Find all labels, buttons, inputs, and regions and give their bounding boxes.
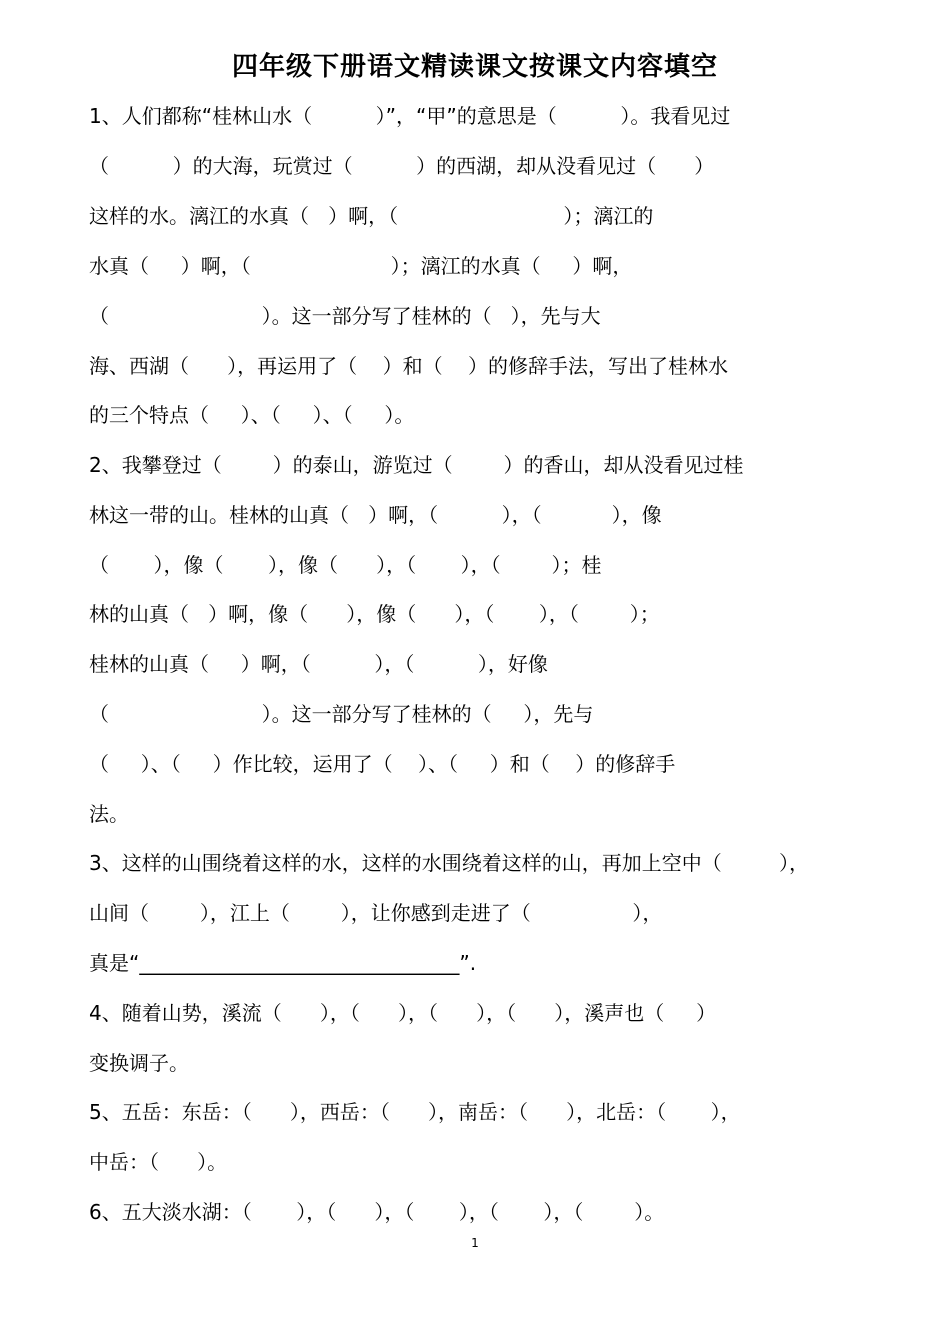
text-line: 真是“________________________________”. — [89, 951, 477, 975]
text-line: （ ）的大海，玩赏过（ ）的西湖，却从没看见过（ ） — [89, 154, 715, 178]
text-line: 法。 — [89, 802, 129, 826]
text-line: （ ）。这一部分写了桂林的（ ），先与大 — [89, 304, 601, 328]
text-line: 林的山真（ ）啊，像（ ），像（ ），（ ），（ ）； — [89, 602, 660, 626]
text-line: 1、人们都称“桂林山水（ ）”，“甲”的意思是（ ）。我看见过 — [89, 104, 731, 128]
text-line: 3、这样的山围绕着这样的水，这样的水围绕着这样的山，再加上空中（ ）， — [89, 851, 809, 875]
text-line: 这样的水。漓江的水真（ ）啊，（ ）；漓江的 — [89, 204, 654, 228]
text-line: 桂林的山真（ ）啊，（ ），（ ），好像 — [89, 652, 548, 676]
text-line: （ ）、（ ）作比较，运用了（ ）、（ ）和（ ）的修辞手 — [89, 752, 676, 776]
page-title: 四年级下册语文精读课文按课文内容填空 — [231, 52, 718, 82]
text-line: 2、我攀登过（ ）的泰山，游览过（ ）的香山，却从没看见过桂 — [89, 453, 744, 477]
page-number: 1 — [471, 1236, 479, 1250]
text-line: （ ）。这一部分写了桂林的（ ），先与 — [89, 702, 594, 726]
text-line: 中岳：（ ）。 — [89, 1150, 228, 1174]
text-line: 的三个特点（ ）、（ ）、（ ）。 — [89, 403, 415, 427]
text-line: 4、随着山势，溪流（ ），（ ），（ ），（ ），溪声也（ ） — [89, 1001, 717, 1025]
text-line: 海、西湖（ ），再运用了（ ）和（ ）的修辞手法，写出了桂林水 — [89, 354, 729, 378]
text-line: 6、五大淡水湖：（ ），（ ），（ ），（ ），（ ）。 — [89, 1200, 665, 1224]
text-line: 林这一带的山。桂林的山真（ ）啊，（ ），（ ），像 — [89, 503, 662, 527]
text-line: （ ），像（ ），像（ ），（ ），（ ）；桂 — [89, 553, 602, 577]
text-line: 变换调子。 — [89, 1051, 189, 1075]
text-line: 山间（ ），江上（ ），让你感到走进了（ ）， — [89, 901, 663, 925]
text-line: 水真（ ）啊，（ ）；漓江的水真（ ）啊， — [89, 254, 633, 278]
text-line: 5、五岳：东岳：（ ），西岳：（ ），南岳：（ ），北岳：（ ）， — [89, 1100, 741, 1124]
